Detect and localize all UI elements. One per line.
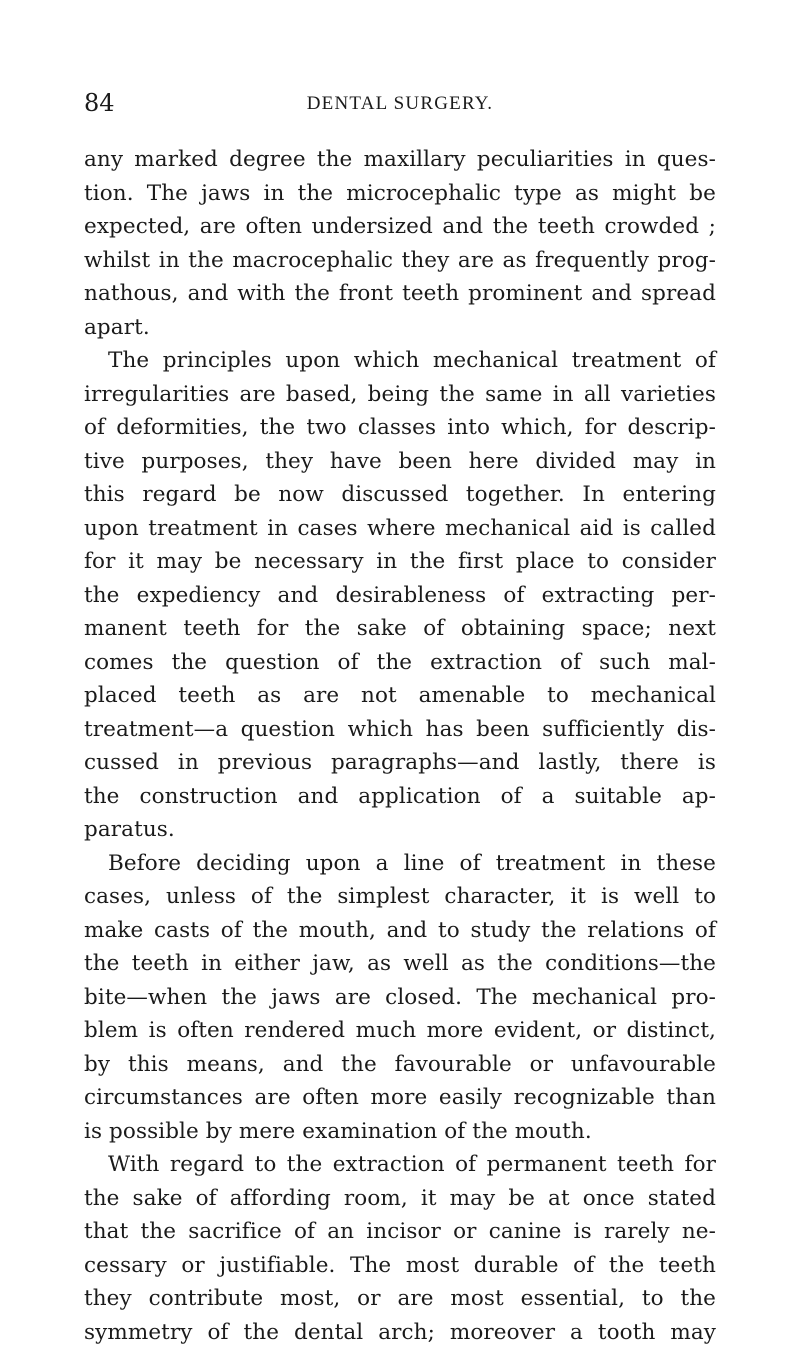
text-line: With regard to the extraction of permanent teeth for — [84, 1148, 716, 1182]
text-line: comes the question of the extraction of such mal- — [84, 646, 716, 680]
text-line: this regard be now discussed together. In entering — [84, 478, 716, 512]
text-line: blem is often rendered much more evident, or distinct, — [84, 1014, 716, 1048]
text-line: whilst in the macrocephalic they are as frequently prog- — [84, 244, 716, 278]
text-line: that the sacrifice of an incisor or canine is rarely ne- — [84, 1215, 716, 1249]
text-line: the expediency and desirableness of extracting per- — [84, 579, 716, 613]
text-line: for it may be necessary in the first place to consider — [84, 545, 716, 579]
text-line: cussed in previous paragraphs—and lastly, there is — [84, 746, 716, 780]
text-line: bite—when the jaws are closed. The mechanical pro- — [84, 981, 716, 1015]
text-line: apart. — [84, 311, 716, 345]
text-line: they contribute most, or are most essential, to the — [84, 1282, 716, 1316]
text-line: treatment—a question which has been sufficiently dis- — [84, 713, 716, 747]
text-line: symmetry of the dental arch; moreover a tooth may — [84, 1316, 716, 1349]
page-number: 84 — [84, 88, 115, 118]
text-line: placed teeth as are not amenable to mechanical — [84, 679, 716, 713]
text-line: by this means, and the favourable or unfavourable — [84, 1048, 716, 1082]
text-line: expected, are often undersized and the teeth crowded ; — [84, 210, 716, 244]
text-line: nathous, and with the front teeth prominent and spread — [84, 277, 716, 311]
text-line: irregularities are based, being the same in all varieties — [84, 378, 716, 412]
text-line: manent teeth for the sake of obtaining space; next — [84, 612, 716, 646]
text-line: tion. The jaws in the microcephalic type as might be — [84, 177, 716, 211]
text-line: the sake of affording room, it may be at once stated — [84, 1182, 716, 1216]
text-line: the construction and application of a suitable ap- — [84, 780, 716, 814]
running-head: DENTAL SURGERY. — [84, 91, 716, 117]
text-line: any marked degree the maxillary peculiarities in ques- — [84, 143, 716, 177]
text-line: paratus. — [84, 813, 716, 847]
text-line: cessary or justifiable. The most durable of the teeth — [84, 1249, 716, 1283]
text-line: cases, unless of the simplest character, it is well to — [84, 880, 716, 914]
text-line: the teeth in either jaw, as well as the conditions—the — [84, 947, 716, 981]
body-text — [84, 143, 716, 1349]
text-line: tive purposes, they have been here divided may in — [84, 445, 716, 479]
page-header — [84, 88, 716, 128]
text-line: make casts of the mouth, and to study the relations of — [84, 914, 716, 948]
text-line: The principles upon which mechanical treatment of — [84, 344, 716, 378]
text-line: Before deciding upon a line of treatment in these — [84, 847, 716, 881]
text-line: circumstances are often more easily recognizable than — [84, 1081, 716, 1115]
text-line: of deformities, the two classes into which, for descrip- — [84, 411, 716, 445]
text-line: upon treatment in cases where mechanical aid is called — [84, 512, 716, 546]
text-line: is possible by mere examination of the mouth. — [84, 1115, 716, 1149]
